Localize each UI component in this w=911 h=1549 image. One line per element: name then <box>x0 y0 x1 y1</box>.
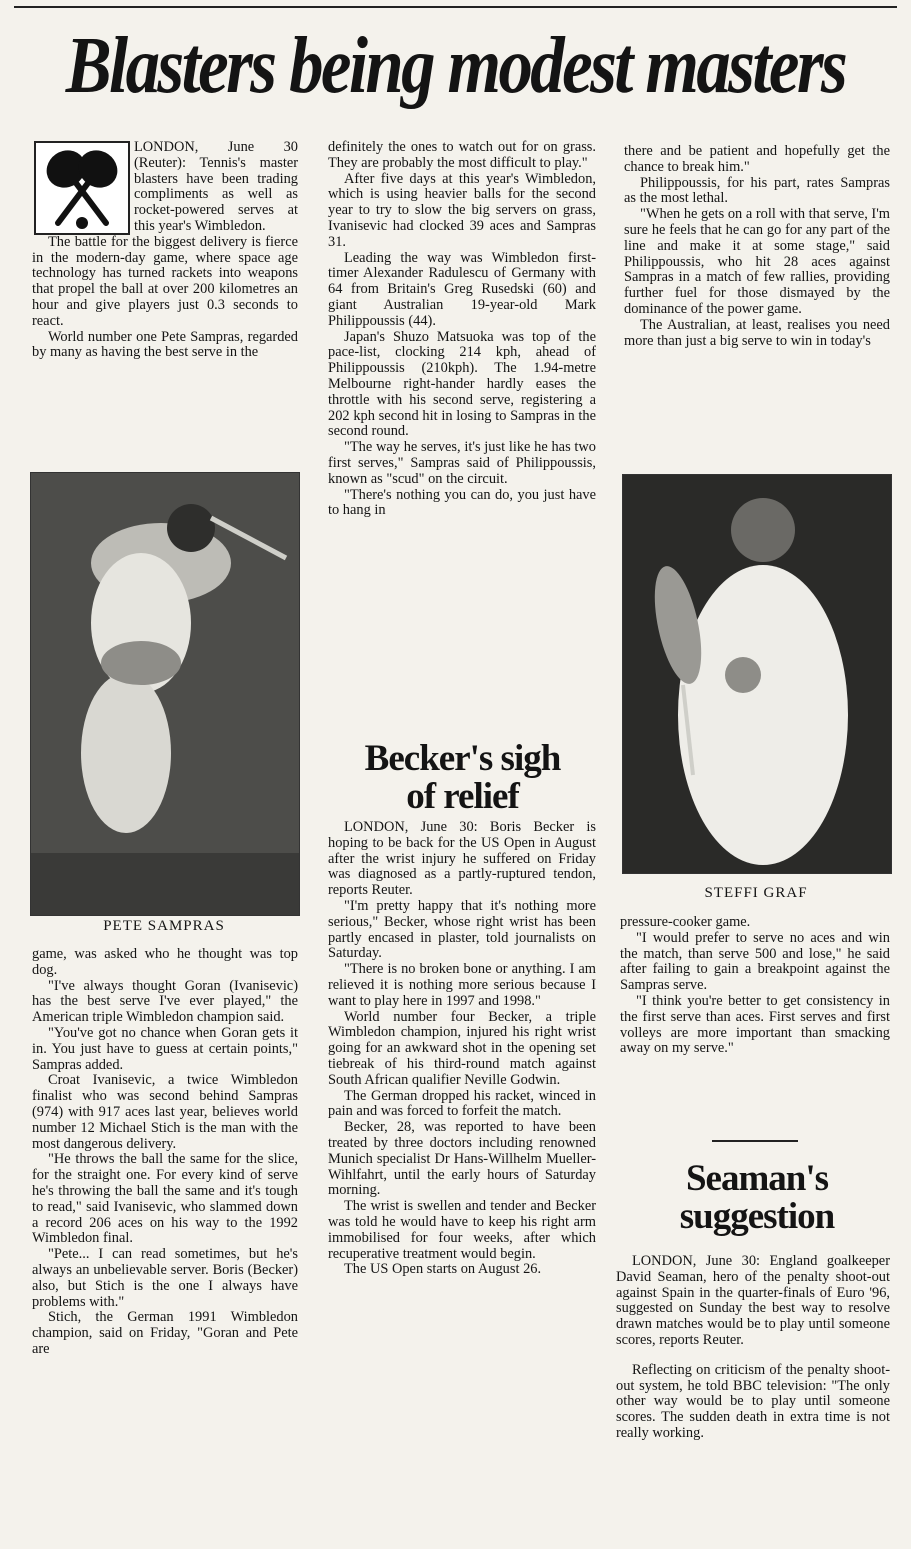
section-rule <box>712 1140 798 1142</box>
seaman-story: LONDON, June 30: England goalkeeper David Seaman, hero of the penalty shoot-out against Spain in the quarter-finals of Euro '96, suggested on Sunday the best way to resolve drawn matches would be to play until someone scores, reports Reuter. Reflecting on criticism of the penalty shoot-out system, he told BBC television: "The only other way would be to play until someone scores. The sudden death in extra time is not really working. <box>616 1254 890 1441</box>
top-rule <box>14 6 897 8</box>
steffi-graf-caption: STEFFI GRAF <box>704 885 808 901</box>
main-story-col3-bottom: pressure-cooker game. "I would prefer to serve no aces and win the match, than serve 500 and lose," he said after failing to gain a breakpoint against the Sampras serve. "I think you're better to get consistency in the first serve than aces. First serves and first volleys are more important than smacking away on my serve." <box>620 915 890 1057</box>
main-story-col1-top: LONDON, June 30 (Reuter): Tennis's master blasters have been trading compliments as well as rocket-powered serves at this year's Wimbledon. The battle for the biggest delivery is fierce in the modern-day game, where space age technology has turned rackets into weapons that propel the ball at over 200 kilometres an hour and give players just 0.3 seconds to react. World number one Pete Sampras, regarded by many as having the best serve in the <box>32 140 298 361</box>
becker-headline: Becker's sigh of relief <box>364 738 561 817</box>
pete-sampras-caption: PETE SAMPRAS <box>103 918 225 934</box>
becker-story: LONDON, June 30: Boris Becker is hoping to be back for the US Open in August after the wrist injury he suffered on Friday was diagnosed as a partly-ruptured tendon, reports Reuter. "I'm pretty happy that it's nothing more serious," Becker, whose right wrist has been partly encased in plaster, told journalists on Saturday. "There is no broken bone or anything. I am relieved it is nothing more serious because I want to play here in 1997 and 1998." World number four Becker, a triple Wimbledon champion, injured his right wrist going for an awkward shot in the opening set tiebreak of his third-round match against South African qualifier Neville Godwin. The German dropped his racket, winced in pain and was forced to forfeit the match. Becker, 28, was reported to have been treated by three doctors including renowned Munich specialist Dr Hans-Willhelm Mueller-Wihlfahrt, until the early hours of Saturday morning. The wrist is swellen and tender and Becker was told he would have to keep his right arm immobilised for four weeks, after which recuperative treatment would begin. The US Open starts on August 26. <box>328 820 596 1278</box>
main-story-col2: definitely the ones to watch out for on grass. They are probably the most difficult to play." After five days at this year's Wimbledon, which is using heavier balls for the second year to try to slow the big servers on grass, Ivanisevic had clocked 39 aces and Sampras 31. Leading the way was Wimbledon first-timer Alexander Radulescu of Germany with 64 from Britain's Greg Rusedski (60) and giant Australian 19-year-old Mark Philippoussis (44). Japan's Shuzo Matsuoka was top of the pace-list, clocking 214 kph, ahead of Philippoussis (210kph). The 1.94-metre Melbourne right-hander hardly eases the throttle with his second serve, registering a 202 kph second hit in losing to Sampras in the second round. "The way he serves, it's just like he has two first serves," Sampras said of Philippoussis, known as "scud" on the circuit. "There's nothing you can do, you just have to hang in <box>328 140 596 519</box>
main-story-col3-top: there and be patient and hopefully get the chance to break him." Philippoussis, for his part, rates Sampras as the most lethal. "When he gets on a roll with that serve, I'm sure he feels that he can go for any part of the line and make it at some stage," said Philippoussis, who hit 28 aces against Sampras in a match of few rallies, providing further fuel for those dismayed by the dominance of the power game. The Australian, at least, realises you need more than just a big serve to win in today's <box>624 144 890 349</box>
main-story-col1-bottom: game, was asked who he thought was top dog. "I've always thought Goran (Ivanisevic) has the best serve I've ever played," the American triple Wimbledon champion said. "You've got no chance when Goran gets it in. You just have to guess at certain points," Sampras added. Croat Ivanisevic, a twice Wimbledon finalist who was second behind Sampras (974) with 917 aces last year, believes world number 12 Michael Stich is the man with the most dangerous delivery. "He throws the ball the same for the slice, for the straight one. For every kind of serve he's throwing the ball the same and it's tough to read," said Ivanisevic, who slammed down a record 206 aces on his way to the 1992 Wimbledon final. "Pete... I can read sometimes, but he's always an unbelievable server. Boris (Becker) also, but Stich is the one I always have problems with." Stich, the German 1991 Wimbledon champion, said on Friday, "Goran and Pete are <box>32 947 298 1357</box>
steffi-graf-photo <box>622 474 892 874</box>
seaman-headline: Seaman's suggestion <box>679 1158 835 1237</box>
pete-sampras-photo <box>30 472 300 916</box>
headline: Blasters being modest masters <box>65 22 846 110</box>
